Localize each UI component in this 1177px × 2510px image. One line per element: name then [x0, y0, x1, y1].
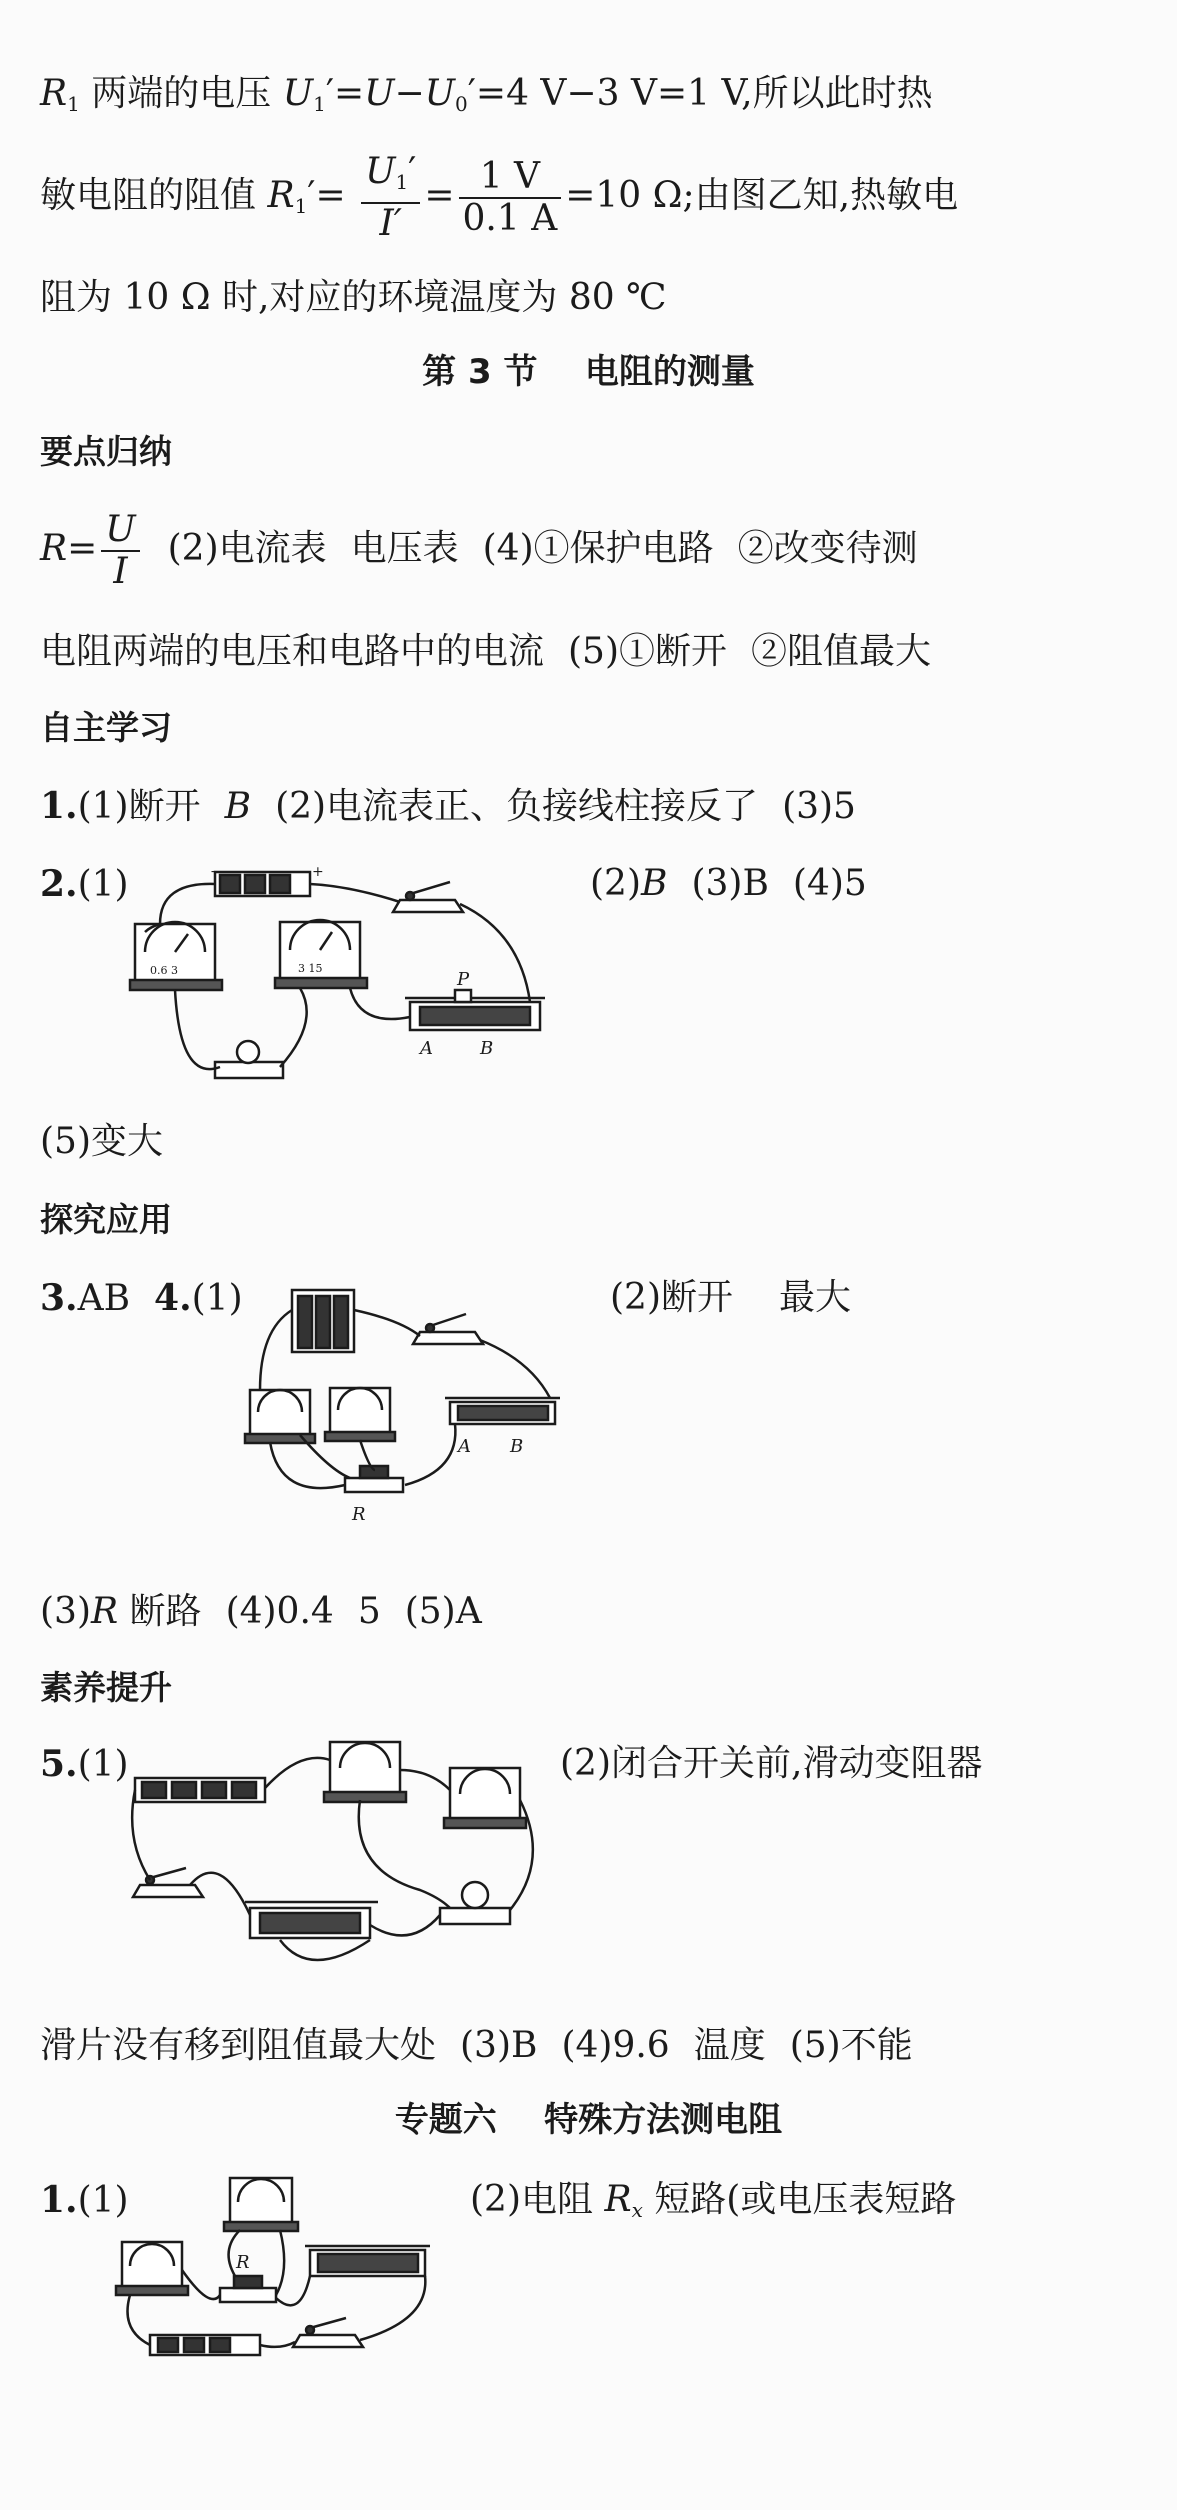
fraction-u1-over-i: $\frac{U_1'}{I'}$	[361, 152, 420, 244]
literacy-q5-label: 5.(1)	[40, 1743, 129, 1785]
svg-text:−: −	[210, 864, 222, 880]
svg-text:A: A	[420, 1038, 433, 1059]
voltmeter-icon	[325, 1388, 395, 1441]
key-points-line-2: 电阻两端的电压和电路中的电流 (5)①断开 ②阻值最大	[40, 631, 932, 672]
svg-text:A: A	[458, 1436, 471, 1457]
rheostat-icon	[445, 1398, 560, 1457]
topic-q1-label: 1.(1)	[40, 2179, 129, 2221]
switch-icon	[293, 2318, 363, 2347]
heading-self-study: 自主学习	[40, 708, 172, 747]
svg-text:B: B	[510, 1436, 524, 1457]
topic-title: 专题六 特殊方法测电阻	[394, 2100, 783, 2140]
self-study-q2-label: 2.(1)	[40, 863, 129, 905]
self-study-q1: 1.(1)断开 B (2)电流表正、负接线柱接反了 (3)5	[40, 785, 856, 827]
self-study-q2-5: (5)变大	[40, 1121, 163, 1162]
rheostat-icon	[405, 969, 545, 1059]
circuit-diagram-topic-q1	[110, 2170, 450, 2370]
bulb-icon	[215, 1041, 283, 1078]
circuit-diagram-q4	[230, 1270, 590, 1520]
fraction-1v-over-01a: $\frac{1 V}{0.1 A}$	[459, 157, 562, 239]
ammeter-icon	[130, 922, 222, 990]
section-title: 第 3 节 电阻的测量	[422, 352, 755, 392]
resistor-icon	[345, 1466, 403, 1520]
battery-icon	[150, 2335, 260, 2355]
ammeter-icon	[245, 1390, 315, 1443]
svg-text:3 15: 3 15	[298, 962, 323, 975]
explore-q3-q4-label: 3.AB 4.(1)	[40, 1277, 243, 1319]
voltmeter-icon	[444, 1768, 526, 1828]
self-study-q2-answers: (2)B (3)B (4)5	[590, 863, 867, 904]
svg-text:P: P	[457, 969, 470, 990]
heading-key-points: 要点归纳	[40, 432, 172, 471]
rheostat-icon	[245, 1902, 378, 1938]
key-points-line-1: R= $\frac{U}{I}$ (2)电流表 电压表 (4)①保护电路 ②改变待测	[40, 509, 918, 592]
heading-explore: 探究应用	[40, 1200, 172, 1239]
voltmeter-icon	[224, 2178, 298, 2231]
rheostat-icon	[305, 2246, 430, 2276]
topic-q1-answer-2: (2)电阻 $R_x$ 短路(或电压表短路	[470, 2179, 957, 2222]
explore-q4-answer-2: (2)断开 最大	[610, 1277, 852, 1318]
battery-icon	[292, 1290, 354, 1352]
literacy-q5-answer-2: (2)闭合开关前,滑动变阻器	[560, 1743, 983, 1784]
battery-icon	[135, 1778, 265, 1802]
svg-text:0.6 3: 0.6 3	[150, 964, 178, 977]
svg-text:B: B	[480, 1038, 494, 1059]
ammeter-icon	[324, 1742, 406, 1802]
voltmeter-icon	[275, 920, 367, 988]
ammeter-icon	[116, 2242, 188, 2295]
circuit-diagram-q5	[130, 1730, 550, 1990]
intro-line-1: $R_1$ 两端的电压 $U_1'=U-U_0'=4$ V−3 V=1 V,所以此时热	[40, 73, 933, 116]
svg-text:R: R	[352, 1504, 366, 1520]
svg-text:+: +	[312, 864, 324, 880]
bulb-icon	[440, 1882, 510, 1924]
literacy-q5-continued: 滑片没有移到阻值最大处 (3)B (4)9.6 温度 (5)不能	[40, 2025, 913, 2066]
switch-icon	[413, 1314, 483, 1344]
svg-text:R: R	[236, 2252, 250, 2273]
explore-q4-3-5: (3)R 断路 (4)0.4 5 (5)A	[40, 1591, 482, 1632]
intro-line-2: 敏电阻的阻值 $R_1'=$ $\frac{U_1'}{I'}$ = $\frac{1 V}{0.1 A}$ =10 Ω;由图乙知,热敏电	[40, 151, 959, 244]
intro-line-3: 阻为 10 Ω 时,对应的环境温度为 80 ℃	[40, 277, 667, 318]
fraction-u-over-i: $\frac{U}{I}$	[101, 510, 139, 592]
heading-literacy: 素养提升	[40, 1668, 172, 1707]
circuit-diagram-q2	[120, 862, 570, 1102]
switch-icon	[393, 882, 463, 912]
battery-icon	[210, 864, 324, 896]
